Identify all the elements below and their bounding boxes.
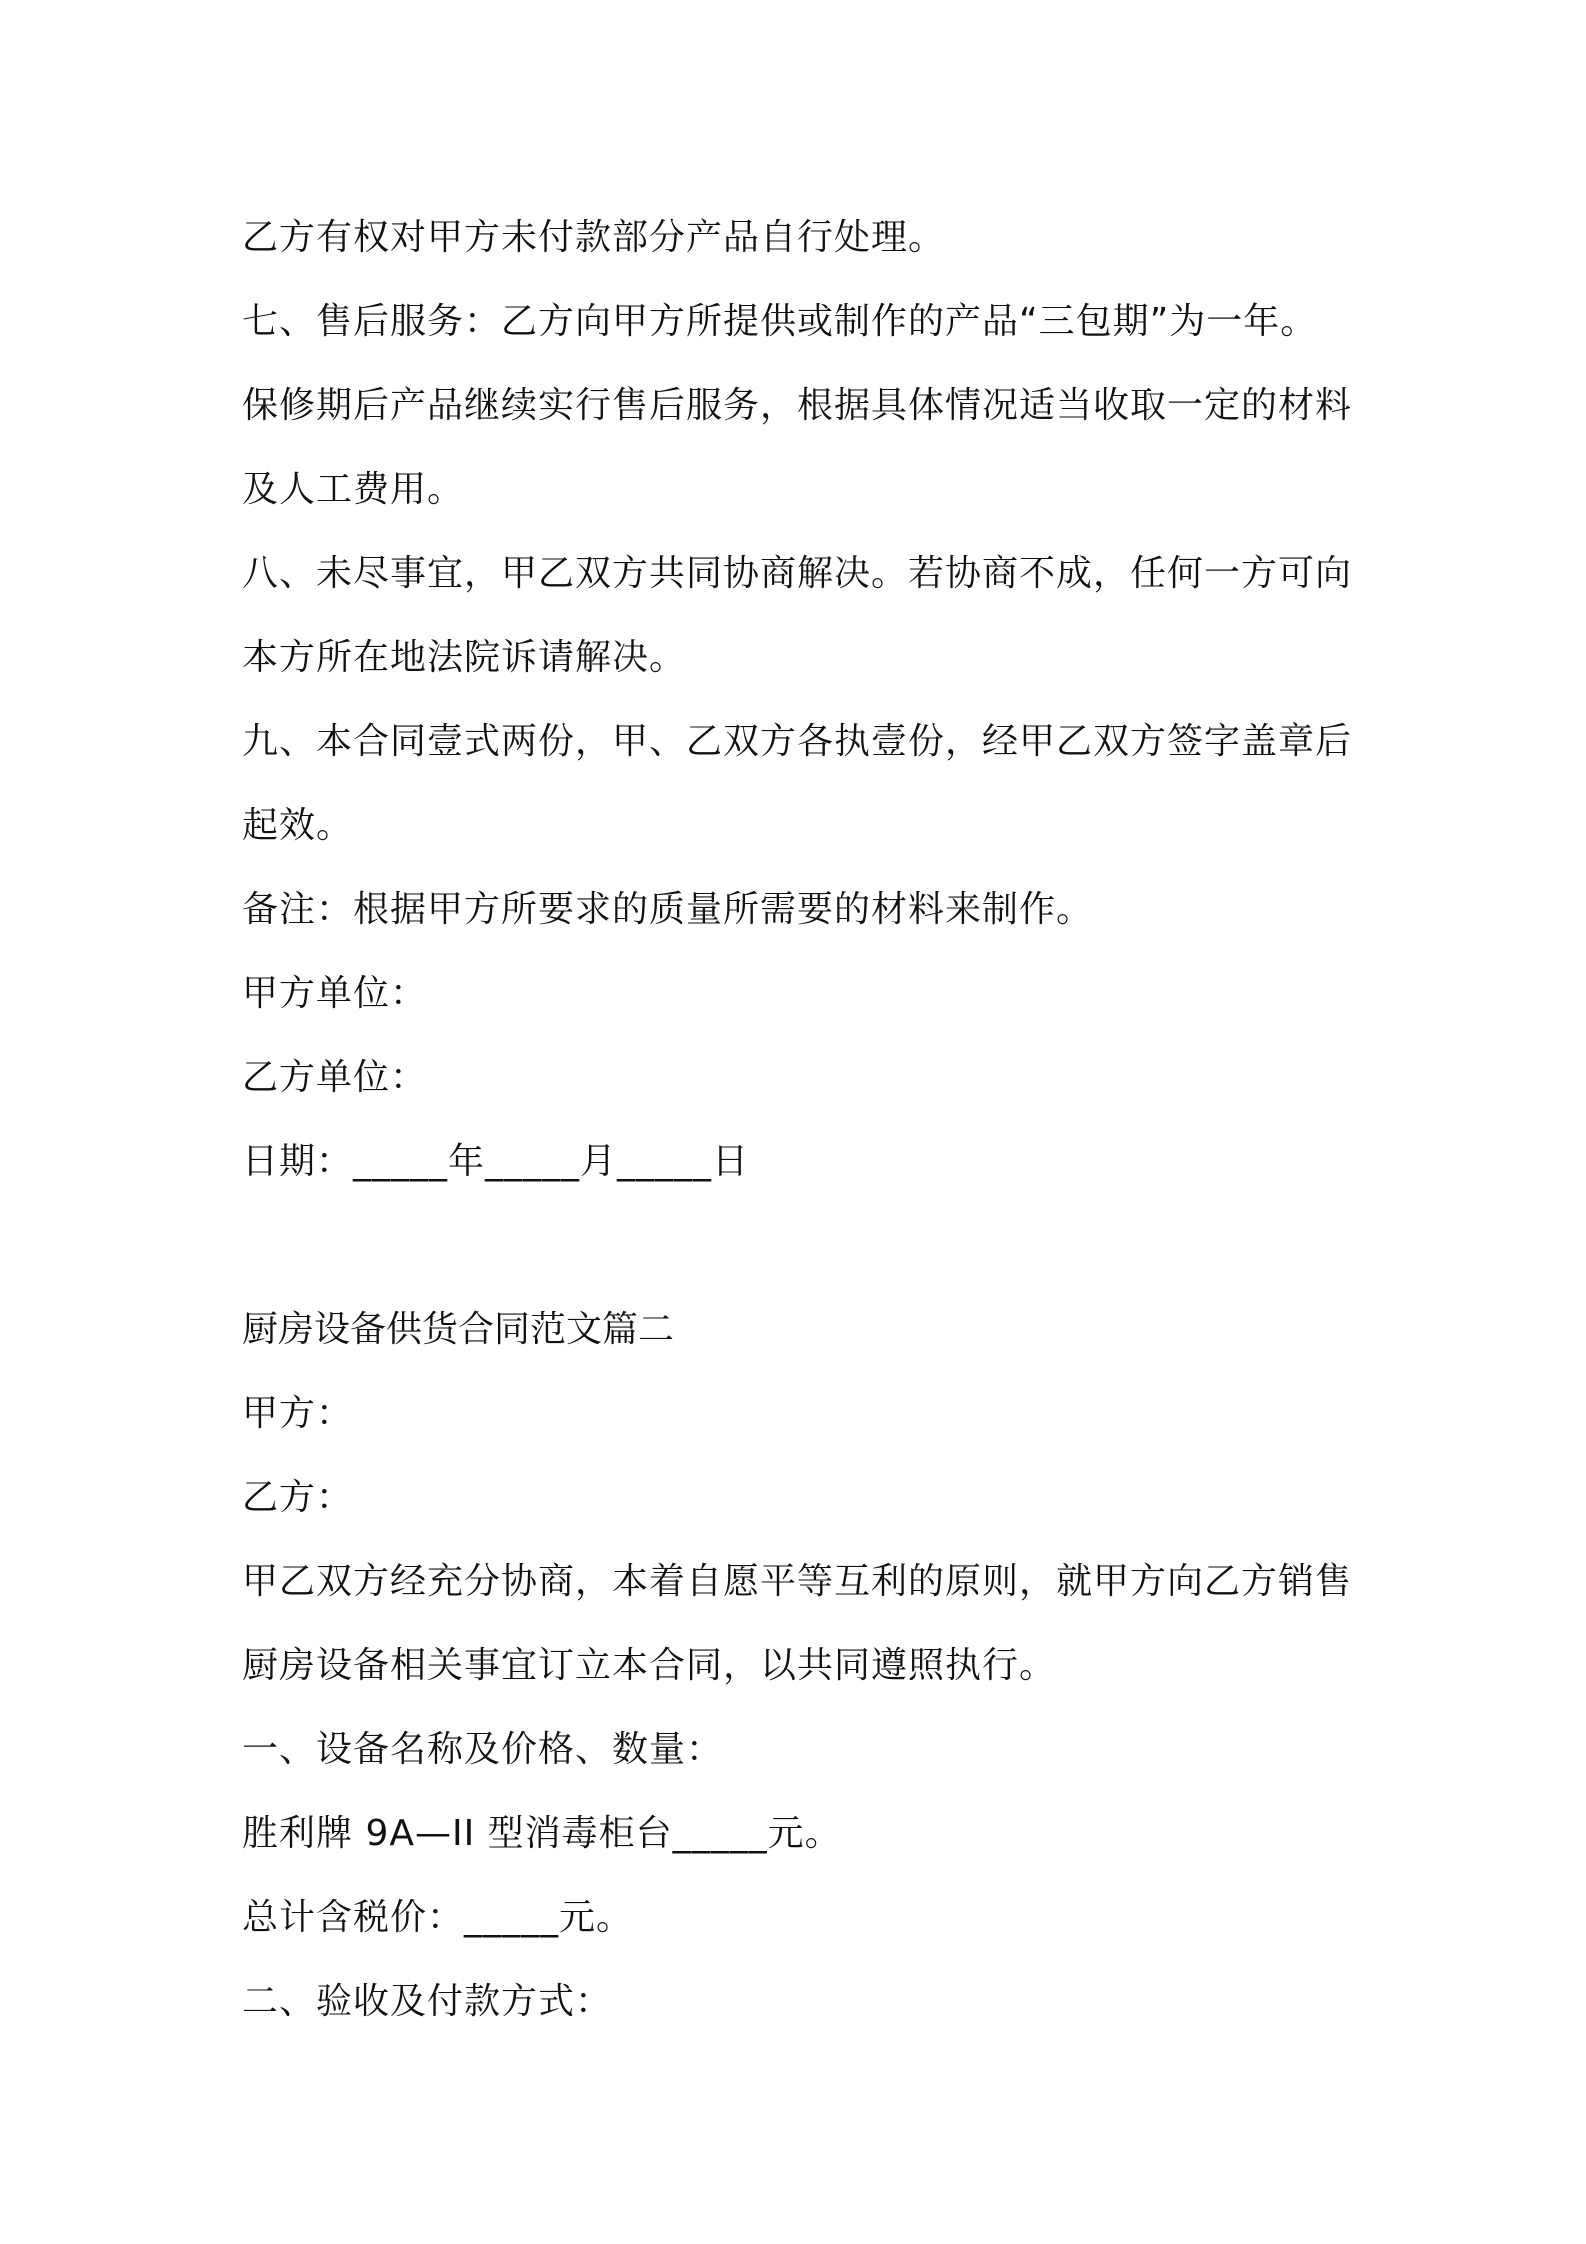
party-b-line: 乙方：: [242, 1477, 354, 1518]
text-line: 九、本合同壹式两份，甲、乙双方各执壹份，经甲乙双方签字盖章后: [242, 721, 1353, 762]
party-a-line: 甲方：: [242, 1393, 354, 1434]
text-line: 保修期后产品继续实行售后服务，根据具体情况适当收取一定的材料: [242, 385, 1353, 426]
party-a-unit-line: 甲方单位：: [242, 973, 428, 1014]
date-line: 日期：_____年_____月_____日: [242, 1141, 750, 1182]
text-line: 甲乙双方经充分协商，本着自愿平等互利的原则，就甲方向乙方销售: [242, 1561, 1353, 1602]
section-title: 厨房设备供货合同范文篇二: [242, 1309, 675, 1350]
text-line: 及人工费用。: [242, 469, 465, 510]
clause-heading: 一、设备名称及价格、数量：: [242, 1729, 724, 1770]
text-line: 乙方有权对甲方未付款部分产品自行处理。: [242, 217, 946, 258]
clause-heading: 二、验收及付款方式：: [242, 1981, 613, 2022]
text-line: 本方所在地法院诉请解决。: [242, 637, 687, 678]
text-line: 七、售后服务：乙方向甲方所提供或制作的产品“三包期”为一年。: [242, 301, 1318, 342]
equipment-price-line: 胜利牌 9A—II 型消毒柜台_____元。: [242, 1813, 842, 1854]
party-b-unit-line: 乙方单位：: [242, 1057, 428, 1098]
document-body: [242, 196, 1362, 2044]
text-line: 起效。: [242, 805, 354, 846]
text-line: 八、未尽事宜，甲乙双方共同协商解决。若协商不成，任何一方可向: [242, 553, 1353, 594]
text-line: 备注：根据甲方所要求的质量所需要的材料来制作。: [242, 889, 1094, 930]
text-line: 厨房设备相关事宜订立本合同，以共同遵照执行。: [242, 1645, 1057, 1686]
section-gap: [242, 1204, 1362, 1288]
total-price-line: 总计含税价：_____元。: [242, 1897, 634, 1938]
